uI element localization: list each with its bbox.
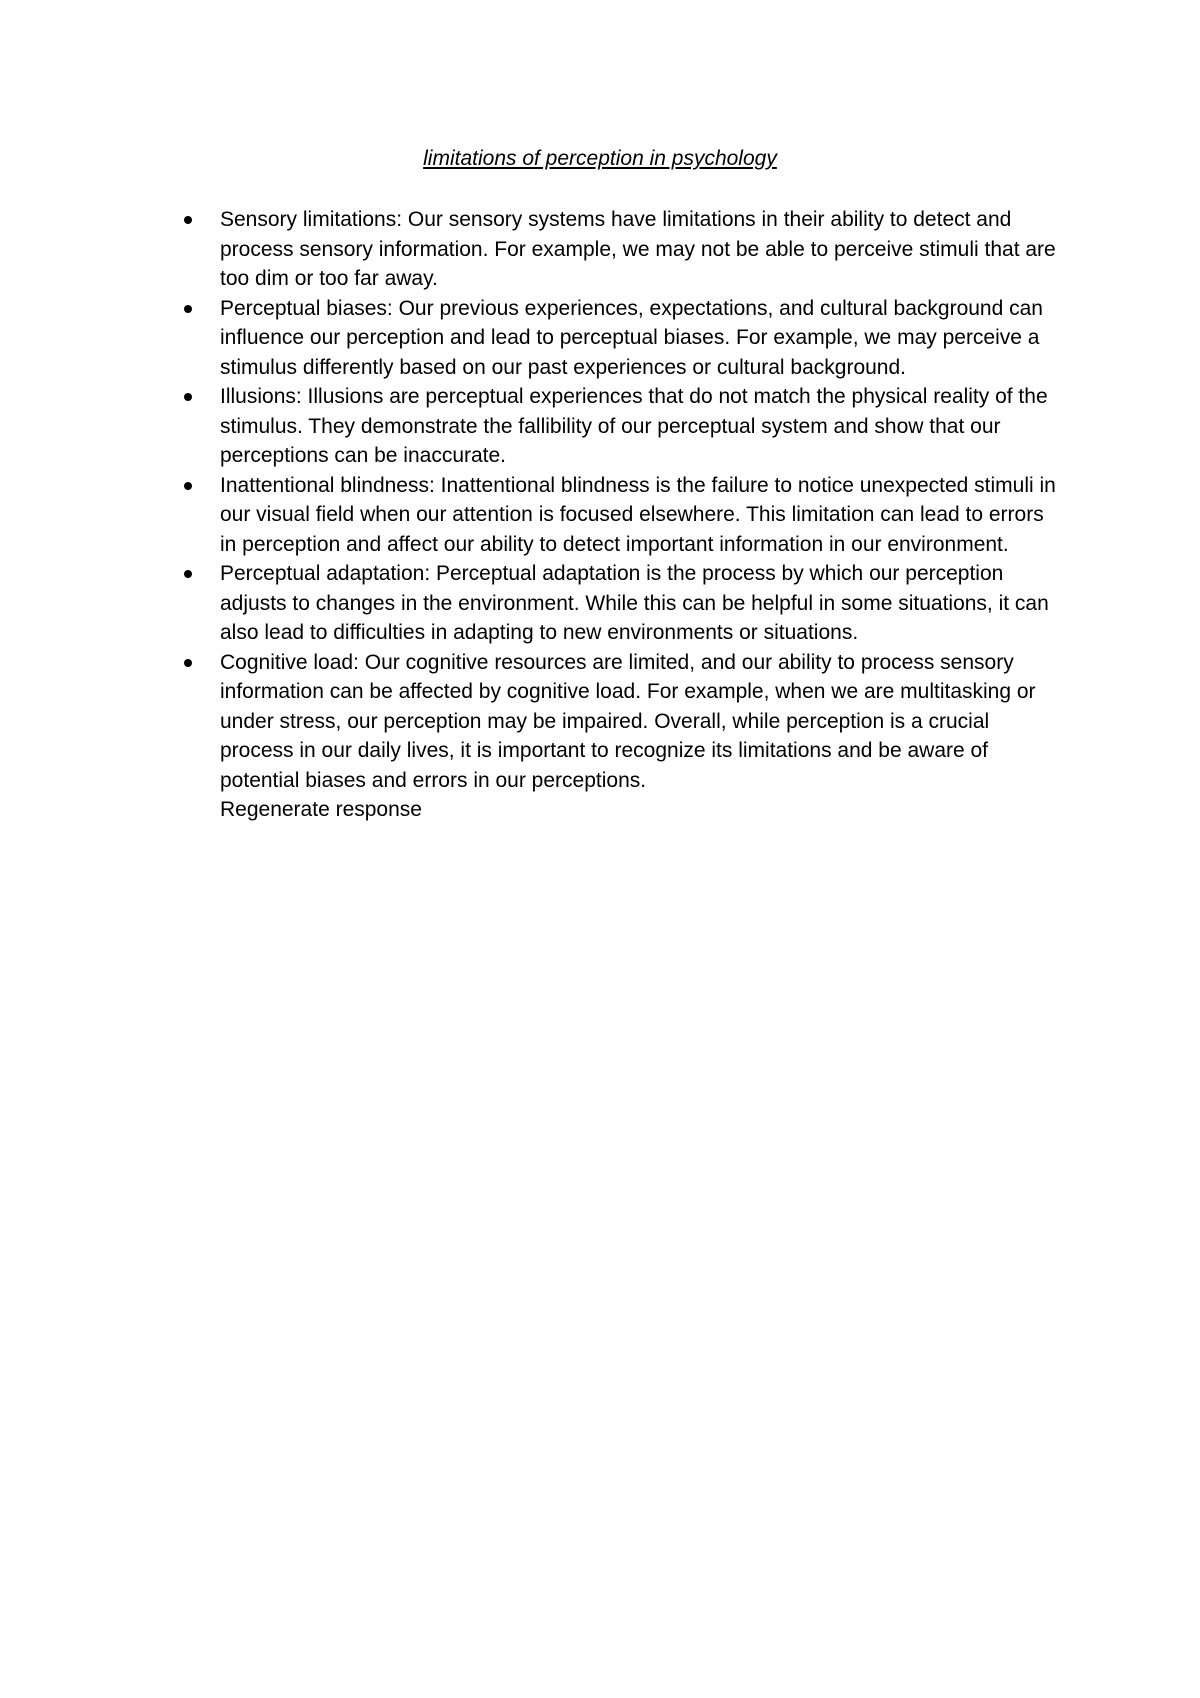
- list-item: [184, 559, 1064, 648]
- list-item: [184, 471, 1064, 560]
- list-item: [184, 648, 1064, 825]
- list-item-text: Perceptual adaptation: Perceptual adaptation is the process by which our perception adjusts to changes in the environment. While this can be helpful in some situations, it can also lead to difficulties in adapting to new environments or situations.: [220, 562, 1049, 644]
- bullet-icon: [184, 570, 192, 578]
- list-item-text: Sensory limitations: Our sensory systems have limitations in their ability to detect and process sensory information. For example, we may not be able to perceive stimuli that are too dim or too far away.: [220, 208, 1056, 290]
- list-item-text: Perceptual biases: Our previous experiences, expectations, and cultural background can influence our perception and lead to perceptual biases. For example, we may perceive a stimulus differently based on our past experiences or cultural background.: [220, 296, 1043, 379]
- list-item-text: Illusions: Illusions are perceptual experiences that do not match the physical reality of the stimulus. They demonstrate the fallibility of our perceptual system and show that our perceptions can be inaccurate.: [220, 385, 1048, 467]
- bullet-icon: [184, 305, 192, 313]
- list-item-text: Cognitive load: Our cognitive resources are limited, and our ability to process sensory information can be affected by cognitive load. For example, when we are multitasking or under stress, our perception may be impaired. Overall, while perception is a crucial process in our daily lives, it is important to recognize its limitations and be aware of potential biases and errors in our perceptions.: [220, 650, 1036, 792]
- trailing-text: Regenerate response: [220, 798, 422, 821]
- list-item: [184, 294, 1064, 383]
- list-item: [184, 205, 1064, 294]
- bullet-icon: [184, 659, 192, 667]
- bullet-icon: [184, 482, 192, 490]
- bullet-icon: [184, 393, 192, 401]
- document-title: limitations of perception in psychology: [423, 147, 777, 170]
- bullet-list: [184, 205, 1064, 825]
- bullet-icon: [184, 216, 192, 224]
- list-item-text: Inattentional blindness: Inattentional blindness is the failure to notice unexpected stimuli in our visual field when our attention is focused elsewhere. This limitation can lead to errors in perception and affect our ability to detect important information in our environment.: [220, 473, 1056, 556]
- list-item: [184, 382, 1064, 471]
